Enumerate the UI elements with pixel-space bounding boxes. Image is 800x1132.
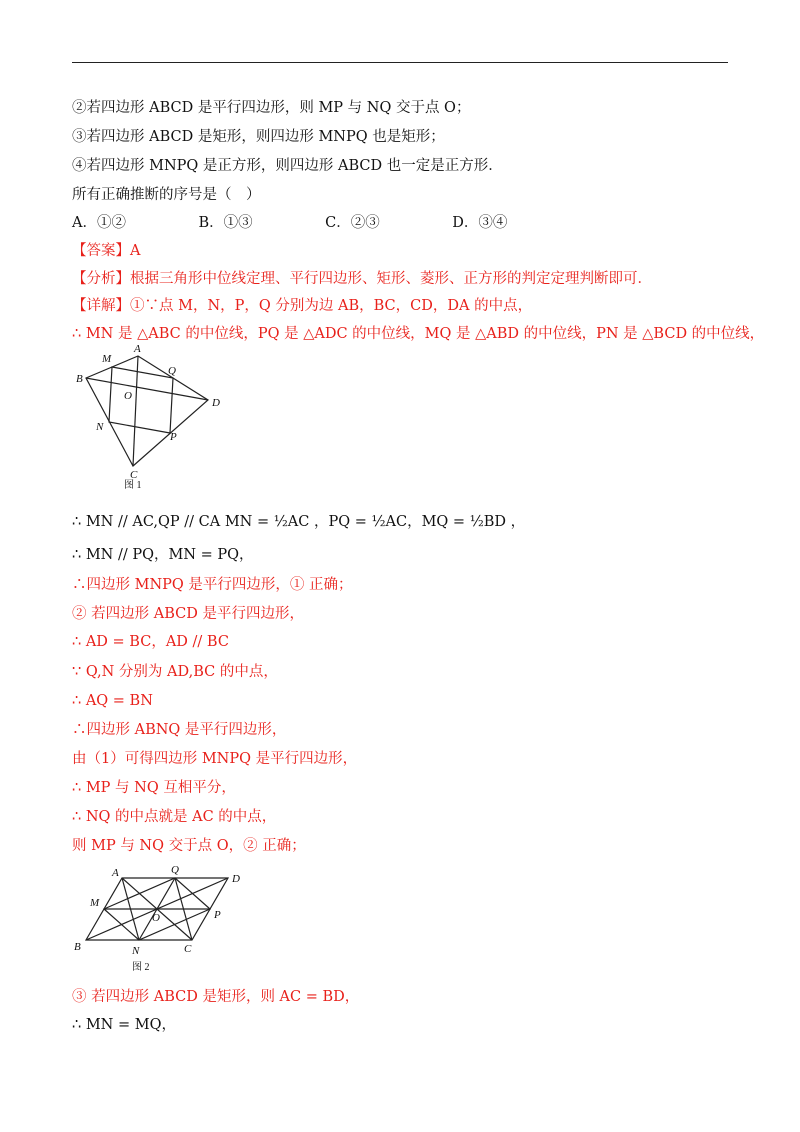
detail-line-3: ∴ MN // AC,QP // CA MN = ½AC ，PQ = ½AC，MQ = ½BD ， [72, 514, 526, 530]
options-line: A．①② B．①③ C．②③ D．③④ [72, 215, 508, 231]
detail-line-15: ③ 若四边形 ABCD 是矩形，则 AC = BD， [72, 989, 360, 1005]
detail-line-12: ∴ MP 与 NQ 互相平分， [72, 780, 236, 796]
detail-line-10: ∴四边形 ABNQ 是平行四边形， [72, 722, 287, 738]
detail-line-16: ∴ MN = MQ， [72, 1017, 176, 1033]
detail-line-14: 则 MP 与 NQ 交于点 O，② 正确； [72, 838, 306, 854]
figure-1 [72, 340, 232, 494]
fig2-caption: 图 2 [132, 962, 150, 973]
fig1-label-b: B [76, 373, 83, 385]
fig2-label-b: B [74, 941, 81, 953]
fig2-label-o: O [152, 912, 160, 924]
detail-line-6: ② 若四边形 ABCD 是平行四边形， [72, 606, 304, 622]
detail-line-5: ∴四边形 MNPQ 是平行四边形，① 正确； [72, 577, 353, 593]
detail-line-9: ∴ AQ = BN [72, 693, 153, 709]
fig2-label-p: P [214, 909, 221, 921]
fig2-label-a: A [112, 867, 119, 879]
fig2-label-m: M [90, 897, 100, 909]
detail-line-13: ∴ NQ 的中点就是 AC 的中点， [72, 809, 277, 825]
detail-line-2: ∴ MN 是 △ABC 的中位线，PQ 是 △ADC 的中位线，MQ 是 △ABD 的中位线，PN 是 △BCD 的中位线， [72, 326, 765, 342]
text-line-2: ③若四边形 ABCD 是矩形，则四边形 MNPQ 也是矩形； [72, 129, 445, 145]
fig2-label-c: C [184, 943, 192, 955]
answer-line: 【答案】A [72, 243, 141, 259]
fig1-label-m: M [102, 353, 112, 365]
fig2-label-q: Q [171, 864, 179, 876]
figure-2 [72, 858, 252, 984]
detail-line-11: 由（1）可得四边形 MNPQ 是平行四边形， [72, 751, 358, 767]
fig1-label-n: N [96, 421, 104, 433]
fig1-label-p: P [170, 431, 177, 443]
text-line-1: ②若四边形 ABCD 是平行四边形，则 MP 与 NQ 交于点 O； [72, 100, 471, 116]
fig1-label-q: Q [168, 365, 176, 377]
header-rule [72, 62, 728, 63]
detail-line-7: ∴ AD = BC，AD // BC [72, 634, 229, 650]
fig2-label-d: D [232, 873, 240, 885]
fig1-label-c: C [130, 469, 138, 481]
fig1-label-o: O [124, 390, 132, 402]
fig1-caption: 图 1 [124, 480, 142, 490]
fig1-label-a: A [134, 343, 141, 355]
detail-line-8: ∵ Q,N 分别为 AD,BC 的中点， [72, 664, 278, 680]
detail-line-4: ∴ MN // PQ，MN = PQ， [72, 547, 254, 563]
text-line-3: ④若四边形 MNPQ 是正方形，则四边形 ABCD 也一定是正方形． [72, 158, 503, 174]
detail-line-1: 【详解】①∵点 M，N，P，Q 分别为边 AB，BC，CD，DA 的中点， [72, 298, 533, 314]
fig1-label-d: D [212, 397, 220, 409]
analysis-line: 【分析】根据三角形中位线定理、平行四边形、矩形、菱形、正方形的判定定理判断即可． [72, 271, 652, 287]
text-line-4: 所有正确推断的序号是（ ） [72, 187, 261, 203]
fig2-label-n: N [132, 945, 140, 957]
